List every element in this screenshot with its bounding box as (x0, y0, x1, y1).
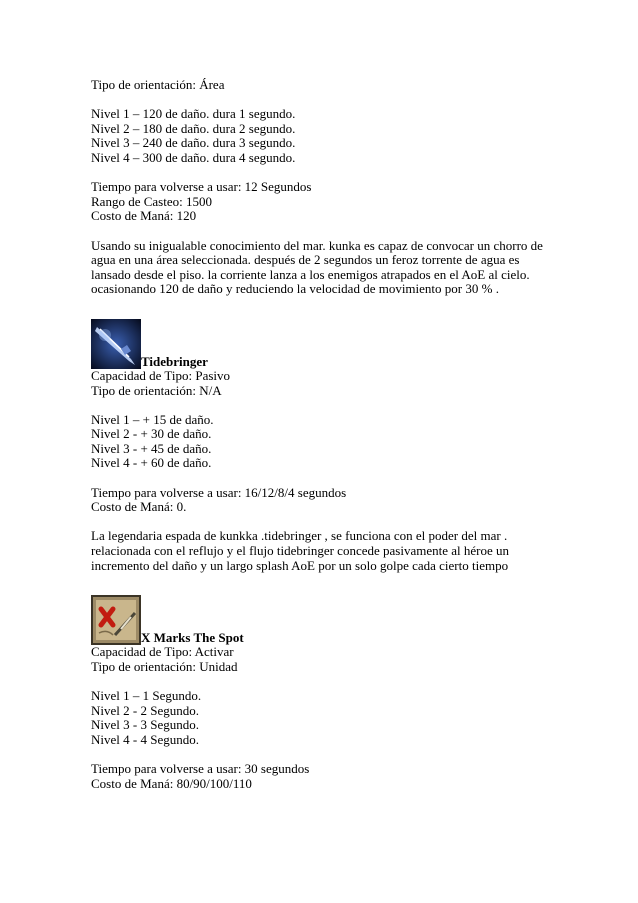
description-line: Usando su inigualable conocimiento del mar. kunka es capaz de convocar un chorro de (91, 237, 543, 253)
sword-icon (91, 319, 141, 369)
level-line: Nivel 3 - 3 Segundo. (91, 717, 199, 733)
level-line: Nivel 3 - + 45 de daño. (91, 440, 212, 456)
description-line: agua en una área seleccionada. después de 2 segundos un feroz torrente de agua es (91, 252, 520, 268)
cast-range: Rango de Casteo: 1500 (91, 193, 212, 209)
cooldown: Tiempo para volverse a usar: 16/12/8/4 segundos (91, 484, 347, 500)
level-line: Nivel 3 – 240 de daño. dura 3 segundo. (91, 135, 296, 151)
mana-cost: Costo de Maná: 120 (91, 208, 197, 224)
level-line: Nivel 1 – 120 de daño. dura 1 segundo. (91, 106, 296, 122)
description-line: incremento del daño y un largo splash AoE por un solo golpe cada cierto tiempo (91, 557, 509, 573)
description-line: La legendaria espada de kunkka .tidebringer , se funciona con el poder del mar . (91, 528, 508, 544)
level-line: Nivel 4 – 300 de daño. dura 4 segundo. (91, 149, 296, 165)
torrent-section (91, 78, 561, 297)
level-line: Nivel 2 - 2 Segundo. (91, 702, 199, 718)
level-line: Nivel 2 – 180 de daño. dura 2 segundo. (91, 120, 296, 136)
level-line: Nivel 4 - + 60 de daño. (91, 455, 212, 471)
targeting-type: Tipo de orientación: Área (91, 77, 225, 92)
mana-cost: Costo de Maná: 80/90/100/110 (91, 775, 252, 791)
document-page (91, 78, 561, 791)
ability-type: Capacidad de Tipo: Pasivo (91, 367, 231, 383)
ability-header (91, 317, 561, 369)
cooldown: Tiempo para volverse a usar: 12 Segundos (91, 179, 312, 195)
level-line: Nivel 4 - 4 Segundo. (91, 731, 199, 747)
targeting-type: Tipo de orientación: Unidad (91, 658, 238, 674)
description-line: relacionada con el reflujo y el flujo tidebringer concede pasivamente al héroe un (91, 543, 509, 559)
treasure-map-icon (91, 595, 141, 645)
level-line: Nivel 2 - + 30 de daño. (91, 426, 212, 442)
tidebringer-section (91, 317, 561, 573)
mana-cost: Costo de Maná: 0. (91, 499, 187, 515)
ability-type: Capacidad de Tipo: Activar (91, 644, 234, 660)
xmarks-section (91, 593, 561, 791)
ability-title: Tidebringer (141, 353, 208, 369)
description-line: ocasionando 120 de daño y reduciendo la velocidad de movimiento por 30 % . (91, 281, 499, 297)
ability-title: X Marks The Spot (141, 630, 244, 646)
ability-header (91, 593, 561, 645)
cooldown: Tiempo para volverse a usar: 30 segundos (91, 760, 310, 776)
targeting-type: Tipo de orientación: N/A (91, 382, 222, 398)
level-line: Nivel 1 – 1 Segundo. (91, 688, 202, 703)
description-line: lansado desde el piso. la corriente lanza a los enemigos atrapados en el AoE al cielo. (91, 266, 530, 282)
level-line: Nivel 1 – + 15 de daño. (91, 411, 214, 427)
